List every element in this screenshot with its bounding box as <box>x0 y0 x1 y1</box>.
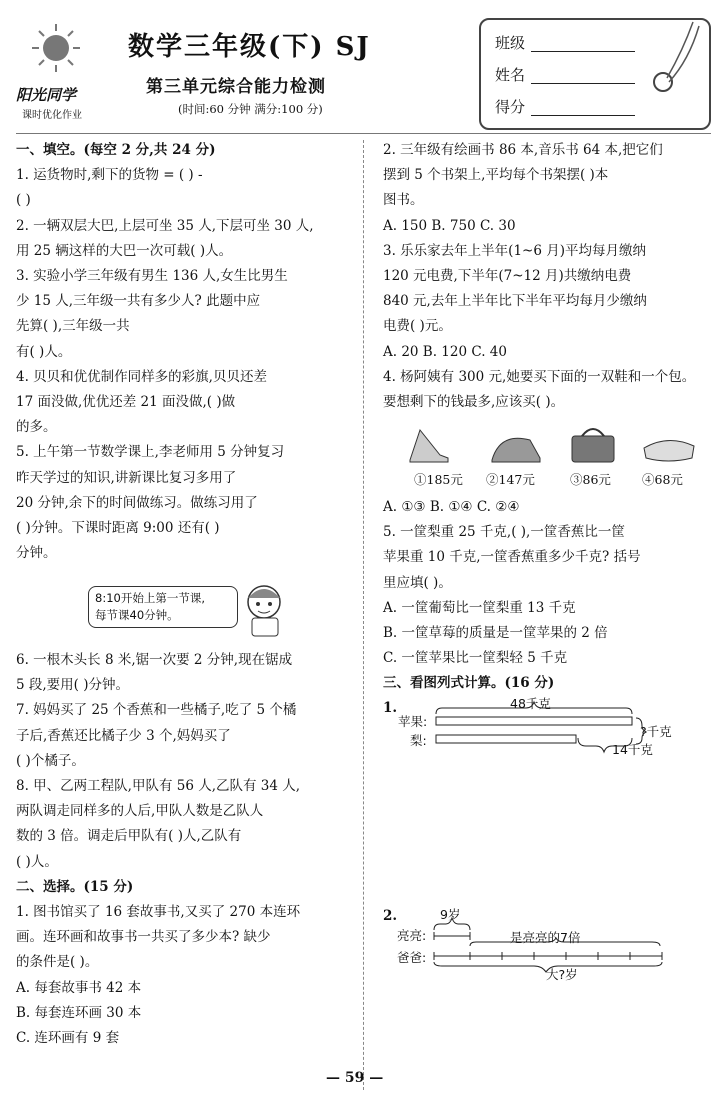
total-label: 48千克 <box>510 696 551 711</box>
page-subtitle: 第三单元综合能力检测 <box>146 77 326 97</box>
question-line: 5 段,要用( )分钟。 <box>16 677 129 694</box>
dad-label: 爸爸: <box>397 950 427 965</box>
question-line: ( )分钟。下课时距离 9:00 还有( ) <box>16 520 220 536</box>
high-heel-icon <box>410 430 448 462</box>
question-line: 20 分钟,余下的时间做练习。做练习用了 <box>16 494 258 511</box>
question-line: 5. 一筐梨重 25 千克,( ),一筐香蕉比一筐 <box>383 524 625 541</box>
question-line: 的条件是( )。 <box>16 954 99 971</box>
question-line: 昨天学过的知识,讲新课比复习多用了 <box>16 469 237 486</box>
flat-shoe-icon <box>492 438 540 462</box>
child-teacher-icon <box>236 580 296 640</box>
question-line: A. 150 B. 750 C. 30 <box>383 217 516 234</box>
handbag-icon <box>572 429 614 462</box>
question-line: 17 面没做,优优还差 21 面没做,( )做 <box>16 394 236 410</box>
item-price-label: ②147元 <box>486 472 535 487</box>
question-line: 有( )人。 <box>16 343 72 360</box>
item-price-label: ①185元 <box>414 472 463 487</box>
line-diagram-2 <box>430 916 727 976</box>
question-line: C. 连环画有 9 套 <box>16 1030 120 1046</box>
question-line: A. 一筐葡萄比一筐梨重 13 千克 <box>383 599 576 616</box>
question-line: 6. 一根木头长 8 米,锯一次要 2 分钟,现在锯成 <box>16 652 293 668</box>
question-line: 4. 杨阿姨有 300 元,她要买下面的一双鞋和一个包。 <box>383 368 696 385</box>
question-line: 两队调走同样多的人后,甲队人数是乙队人 <box>16 803 264 820</box>
clutch-icon <box>644 440 694 461</box>
question-line: A. ①③ B. ①④ C. ②④ <box>383 499 520 515</box>
logo-subtitle: 课时优化作业 <box>22 110 82 121</box>
age-label: 9岁 <box>440 907 461 922</box>
question-line: 摆到 5 个书架上,平均每个书架摆( )本 <box>383 167 609 184</box>
question-line: 画。连环画和故事书一共买了多少本? 缺少 <box>16 929 271 946</box>
tag-string-icon <box>643 30 703 110</box>
diagram2-number: 2. <box>383 908 398 924</box>
question-line: 2. 一辆双层大巴,上层可坐 35 人,下层可坐 30 人, <box>16 217 314 234</box>
score-field[interactable] <box>531 98 635 116</box>
items-images <box>400 420 727 470</box>
question-line: B. 一筐草莓的质量是一筐苹果的 2 倍 <box>383 625 608 641</box>
question-line: B. 每套连环画 30 本 <box>16 1004 142 1021</box>
logo-text: 阳光同学 <box>16 86 77 104</box>
question-line: ( ) <box>16 192 31 209</box>
speech-bubble <box>88 586 238 628</box>
question-line: 5. 上午第一节数学课上,李老师用 5 分钟复习 <box>16 444 285 461</box>
item-price-label: ④68元 <box>642 472 683 487</box>
section-heading: 三、看图列式计算。(16 分) <box>383 675 555 692</box>
question-line: 120 元电费,下半年(7~12 月)共缴纳电费 <box>383 268 632 284</box>
header-divider <box>16 133 711 134</box>
question-line: 要想剩下的钱最多,应该买( )。 <box>383 394 565 410</box>
question-line: 先算( ),三年级一共 <box>16 318 130 335</box>
bubble-line-2: 每节课40分钟。 <box>95 608 179 622</box>
question-line: 1. 图书馆买了 16 套故事书,又买了 270 本连环 <box>16 904 301 920</box>
section-heading: 一、填空。(每空 2 分,共 24 分) <box>16 142 216 158</box>
class-label: 班级 <box>495 34 526 52</box>
question-line: 里应填( )。 <box>383 574 452 591</box>
question-line: A. 每套故事书 42 本 <box>16 979 142 996</box>
pear-label: 梨: <box>410 733 427 748</box>
question-line: 840 元,去年上半年比下半年平均每月少缴纳 <box>383 293 647 310</box>
question-line: 用 25 辆这样的大巴一次可载( )人。 <box>16 242 233 259</box>
question-line: ( )个橘子。 <box>16 752 85 769</box>
question-line: 数的 3 倍。调走后甲队有( )人,乙队有 <box>16 828 242 845</box>
question-line: 子后,香蕉还比橘子少 3 个,妈妈买了 <box>16 727 231 744</box>
question-line: C. 一筐苹果比一筐梨轻 5 千克 <box>383 650 568 667</box>
name-label: 姓名 <box>495 66 526 84</box>
section-heading: 二、选择。(15 分) <box>16 878 134 895</box>
question-label: ?千克 <box>640 724 672 739</box>
bubble-line-1: 8:10开始上第一节课, <box>95 591 205 605</box>
page-title: 数学三年级(下) SJ <box>128 32 371 62</box>
name-field[interactable] <box>531 66 635 84</box>
class-field[interactable] <box>531 34 635 52</box>
question-line: 2. 三年级有绘画书 86 本,音乐书 64 本,把它们 <box>383 142 663 158</box>
time-info: (时间:60 分钟 满分:100 分) <box>178 102 323 116</box>
page-number: — 59 — <box>326 1070 384 1086</box>
score-label: 得分 <box>495 98 526 116</box>
times-label: 是亮亮的7倍 <box>510 930 581 945</box>
question-line: 图书。 <box>383 192 424 209</box>
dad-question-label: 大?岁 <box>546 967 578 982</box>
question-line: 分钟。 <box>16 545 57 562</box>
question-line: 苹果重 10 千克,一筐香蕉重多少千克? 括号 <box>383 549 641 566</box>
question-line: A. 20 B. 120 C. 40 <box>383 343 507 360</box>
column-divider <box>363 140 364 1090</box>
liangliang-label: 亮亮: <box>397 928 427 943</box>
question-line: 电费( )元。 <box>383 318 452 335</box>
student-info-tag <box>479 18 711 130</box>
question-line: 8. 甲、乙两工程队,甲队有 56 人,乙队有 34 人, <box>16 778 301 794</box>
question-line: ( )人。 <box>16 853 58 870</box>
question-line: 3. 实验小学三年级有男生 136 人,女生比男生 <box>16 268 288 284</box>
question-line: 4. 贝贝和优优制作同样多的彩旗,贝贝还差 <box>16 368 267 385</box>
question-line: 1. 运货物时,剩下的货物 = ( ) - <box>16 167 203 184</box>
question-line: 少 15 人,三年级一共有多少人? 此题中应 <box>16 293 261 310</box>
question-line: 的多。 <box>16 419 57 436</box>
item-price-label: ③86元 <box>570 472 611 487</box>
line-diagram-1 <box>430 700 727 760</box>
diff-label: 14千克 <box>612 742 653 757</box>
diagram1-number: 1. <box>383 700 398 716</box>
question-line: 7. 妈妈买了 25 个香蕉和一些橘子,吃了 5 个橘 <box>16 702 297 719</box>
question-line: 3. 乐乐家去年上半年(1~6 月)平均每月缴纳 <box>383 242 646 259</box>
apple-label: 苹果: <box>398 714 428 729</box>
